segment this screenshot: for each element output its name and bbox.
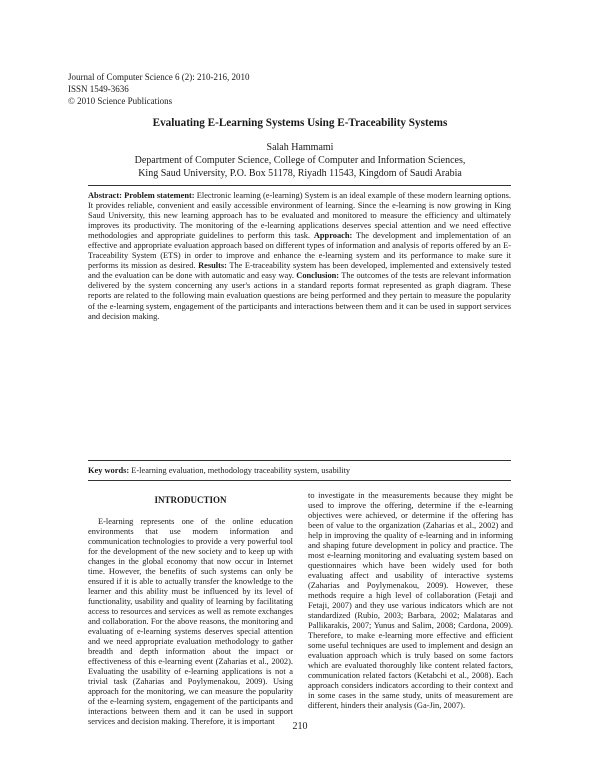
introduction-heading: INTRODUCTION (154, 495, 227, 505)
approach-label: Approach: (313, 231, 353, 241)
journal-citation: Journal of Computer Science 6 (2): 210-216, 2010 (68, 72, 250, 82)
approach-text: The development and implementation of an effective and appropriate evaluation approach based on different types of information and analysis of reports offered by an E-Traceability System (ETS) in order to improve and enhance the e-learning system and its performance to make sure it performs its mission as desired. (88, 231, 511, 271)
page-number: 210 (292, 721, 308, 732)
keywords (88, 460, 511, 481)
conclusion-label: Conclusion: (296, 271, 340, 281)
intro-paragraph-right: to investigate in the measurements because they might be used to improve the offering, determine if the e-learning objectives were achieved, or determine if the offering has been of value to the organization (Zaharias et al., 2002) and help in improving the quality of e-learning and in informing and shaping future development in policy and practice. The most e-learning monitoring and evaluating system based on questionnaires which have been widely used for both evaluating affect and usability of interactive systems (Zaharias and Poylymenakou, 2009). However, these methods require a high level of collaboration (Fetaji and Fetaji, 2007) and they use various indicators which are not standardized (Rubio, 2003; Barbara, 2002; Malataras and Pallikarakis, 2007; Yunus and Salim, 2008; Cardona, 2009). Therefore, to make e-learning more effective and efficient some useful techniques are used to implement and design an evaluation approach which is truly based on some factors which are evaluated thoroughly like content related factors, communication related factors (Ketabchi et al., 2008). Each approach considers indicators according to their context and in some cases in the same study, units of measurement are different, hinders their analysis (Ga-Jin, 2007). (308, 491, 513, 711)
journal-header (68, 71, 249, 107)
keywords-label: Key words: (88, 466, 130, 475)
right-column (308, 491, 513, 711)
abstract-label: Abstract: (88, 191, 122, 200)
author-affiliation (0, 154, 600, 180)
affiliation-line-2: King Saud University, P.O. Box 51178, Riyadh 11543, Kingdom of Saudi Arabia (138, 168, 462, 179)
abstract (88, 185, 511, 322)
conclusion-text: The outcomes of the tests are relevant information delivered by the system concerning any user's actions in a standard reports format represented as graph diagram. These reports are related to the following main evaluation questions are being performed and they pertain to measure the popularity of the e-learning system, engagement of the participants and interactions between them and it can be used in support services and decision making. (88, 271, 511, 321)
intro-paragraph-left: E-learning represents one of the online education environments that use modern information and communication technologies to provide a very powerful tool for the development of the new society and to keep up with changes in the global economy that now occur in Internet time. However, the benefits of such systems can only be ensured if it is able to actually transfer the knowledge to the learner and this ability must be influenced by its level of functionality, usability and quality of learning by facilitating access to resources and services as well as remote exchanges and collaboration. For the above reasons, the monitoring and evaluating of e-learning systems deserves special attention and we need appropriate evaluation methodology to gather breadth and depth information about the impact or effectiveness of this e-learning event (Zaharias et al., 2002). Evaluating the usability of e-learning applications is not a trivial task (Zaharias and Poylymenakou, 2009). Using approach for the monitoring, we can measure the popularity of the e-learning system, engagement of the participants and interactions between them and it can be used in support services and decision making. Therefore, it is important (88, 517, 293, 727)
problem-statement-label: Problem statement: (124, 191, 195, 200)
results-label: Results: (198, 261, 227, 271)
keywords-text: E-learning evaluation, methodology traceability system, usability (131, 466, 351, 475)
paper-title: Evaluating E-Learning Systems Using E-Traceability Systems (152, 117, 448, 129)
left-column (88, 493, 293, 727)
author-name: Salah Hammami (266, 142, 334, 153)
results-text: The E-traceability system has been developed, implemented and extensively tested and the evaluation can be done with automatic and easy way. (88, 261, 511, 281)
problem-statement-text: Electronic learning (e-learning) System is an ideal example of these modern learning options. It provides reliable, convenient and easily accessible environment of learning. Since the e-learning is now growing in King Saud University, this new learning approach has to be evaluated and monitored to measure the efficiency and ultimately improves its productivity. The monitoring of the e-learning applications deserves special attention and we need effective methodologies and appropriate guidelines to perform this task. (88, 191, 512, 241)
journal-copyright: © 2010 Science Publications (68, 96, 173, 106)
journal-issn: ISSN 1549-3636 (68, 84, 129, 94)
affiliation-line-1: Department of Computer Science, College of Computer and Information Sciences, (134, 155, 466, 166)
